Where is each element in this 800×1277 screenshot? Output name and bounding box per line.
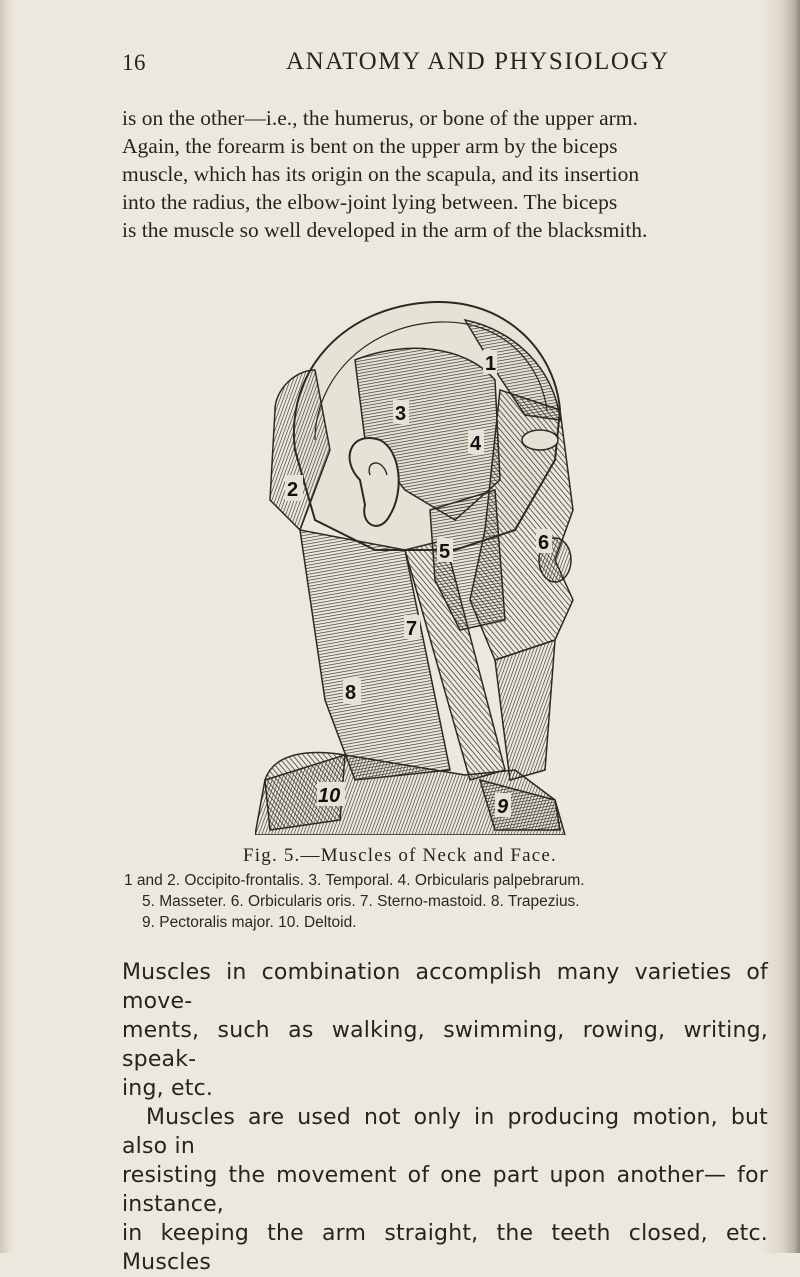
- text-line: resisting the movement of one part upon another— for instance,: [122, 1163, 768, 1217]
- page-header: [0, 46, 800, 86]
- figure-label-9: 9: [497, 796, 509, 818]
- text-line: Muscles are used not only in producing motion, but also in: [122, 1105, 768, 1159]
- figure-label-8: 8: [345, 682, 357, 704]
- anatomy-illustration: [255, 300, 575, 835]
- figure-legend: [124, 870, 784, 933]
- figure-label-7: 7: [406, 618, 418, 640]
- figure-caption: Fig. 5.—Muscles of Neck and Face.: [243, 845, 557, 866]
- figure-label-2: 2: [287, 479, 299, 501]
- text-line: ing, etc.: [122, 1076, 214, 1101]
- legend-line: 9. Pectoralis major. 10. Deltoid.: [142, 914, 357, 931]
- text-line: Again, the forearm is bent on the upper arm by the biceps: [122, 134, 618, 158]
- running-head: ANATOMY AND PHYSIOLOGY: [286, 48, 670, 75]
- text-line: into the radius, the elbow-joint lying between. The biceps: [122, 190, 618, 214]
- page-number: 16: [122, 50, 146, 75]
- figure-label-3: 3: [395, 403, 407, 425]
- text-line: ments, such as walking, swimming, rowing, writing, speak-: [122, 1018, 768, 1072]
- figure-label-4: 4: [470, 433, 482, 455]
- text-line: in keeping the arm straight, the teeth closed, etc. Muscles: [122, 1221, 768, 1275]
- text-line: is on the other—i.e., the humerus, or bone of the upper arm.: [122, 106, 638, 130]
- text-line: is the muscle so well developed in the arm of the blacksmith.: [122, 218, 648, 242]
- figure-label-6: 6: [538, 532, 550, 554]
- legend-line: 5. Masseter. 6. Orbicularis oris. 7. Sterno-mastoid. 8. Trapezius.: [142, 893, 580, 910]
- figure-label-5: 5: [439, 541, 451, 563]
- figure-label-10: 10: [318, 785, 341, 807]
- page-gutter-shadow: [0, 0, 14, 1253]
- paragraph-top: [122, 104, 768, 244]
- legend-line: 1 and 2. Occipito-frontalis. 3. Temporal. 4. Orbicularis palpebrarum.: [124, 872, 585, 889]
- text-line: Muscles in combination accomplish many varieties of move-: [122, 960, 768, 1014]
- figure-label-1: 1: [485, 353, 497, 375]
- text-line: muscle, which has its origin on the scapula, and its insertion: [122, 162, 640, 186]
- paragraph-bottom: [122, 958, 768, 1277]
